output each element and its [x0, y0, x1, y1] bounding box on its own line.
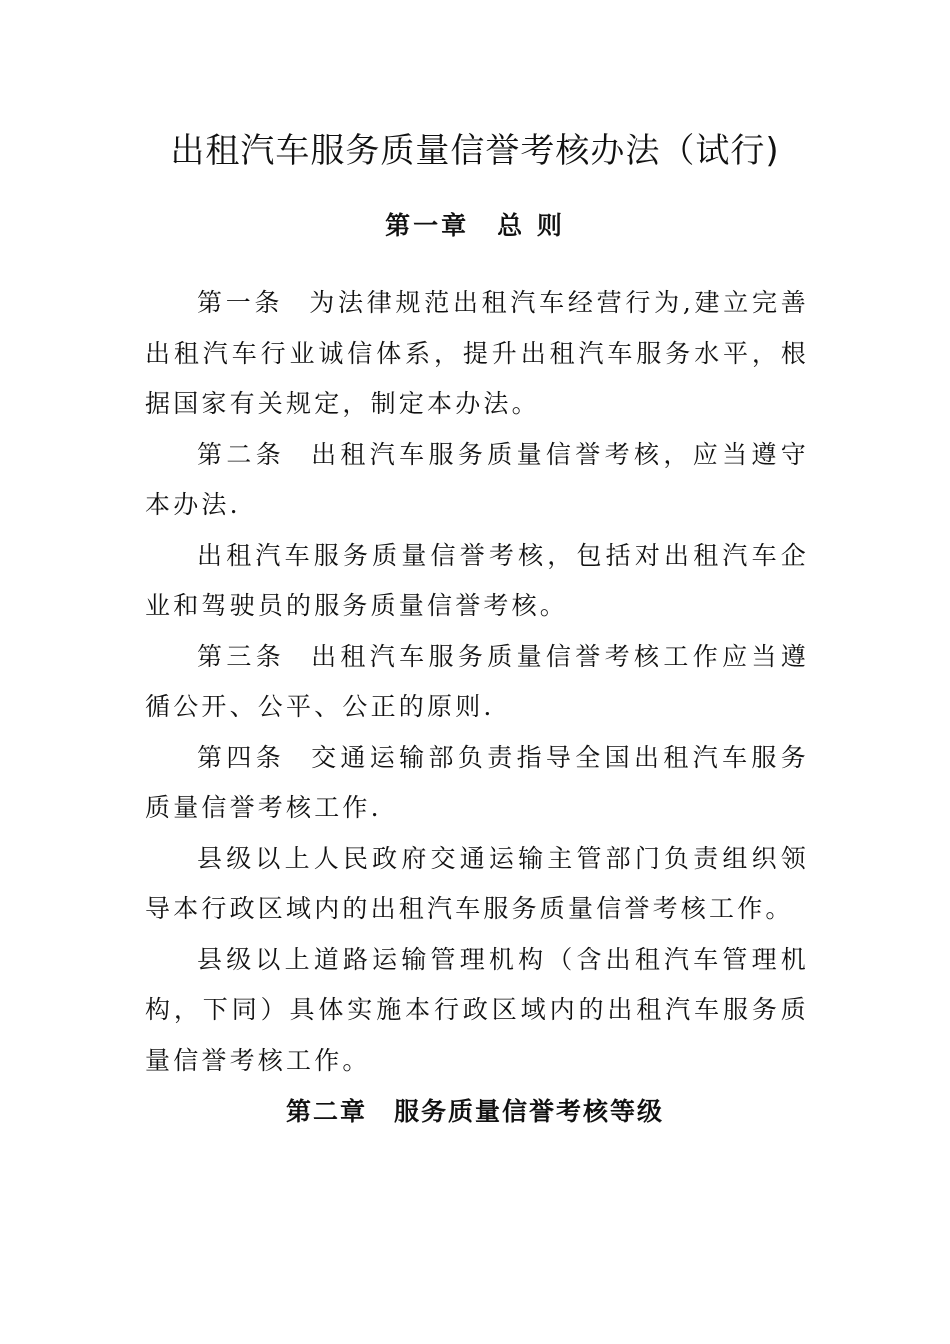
document-title: 出租汽车服务质量信誉考核办法（试行) [170, 131, 780, 171]
article-2-paragraph [145, 430, 809, 531]
article-label: 第三条 [197, 641, 286, 671]
article-label: 第一条 [197, 288, 284, 317]
chapter-heading-2: 第二章 服务质量信誉考核等级 [285, 1097, 664, 1126]
article-4-paragraph [145, 733, 809, 834]
article-label: 第二条 [197, 439, 286, 469]
paragraph [145, 834, 809, 935]
article-text: 出租汽车服务质量信誉考核工作应当遵循公开、公平、公正的原则. [145, 641, 809, 721]
document-body [145, 278, 809, 1086]
paragraph-text: 县级以上人民政府交通运输主管部门负责组织领导本行政区域内的出租汽车服务质量信誉考核工作。 [145, 843, 809, 923]
article-3-paragraph [145, 632, 809, 733]
paragraph-text: 出租汽车服务质量信誉考核，包括对出租汽车企业和驾驶员的服务质量信誉考核。 [145, 540, 809, 620]
article-text: 交通运输部负责指导全国出租汽车服务质量信誉考核工作. [145, 742, 809, 822]
paragraph [145, 935, 809, 1087]
article-1-paragraph [145, 278, 809, 430]
chapter-heading-1: 第一章 总 则 [385, 211, 565, 240]
article-text: 出租汽车服务质量信誉考核，应当遵守本办法. [145, 439, 809, 519]
article-label: 第四条 [197, 742, 286, 772]
article-text: 为法律规范出租汽车经营行为,建立完善出租汽车行业诚信体系，提升出租汽车服务水平，根据国家有关规定，制定本办法。 [145, 288, 809, 418]
paragraph [145, 531, 809, 632]
paragraph-text: 县级以上道路运输管理机构（含出租汽车管理机构，下同）具体实施本行政区域内的出租汽车服务质量信誉考核工作。 [145, 944, 809, 1075]
